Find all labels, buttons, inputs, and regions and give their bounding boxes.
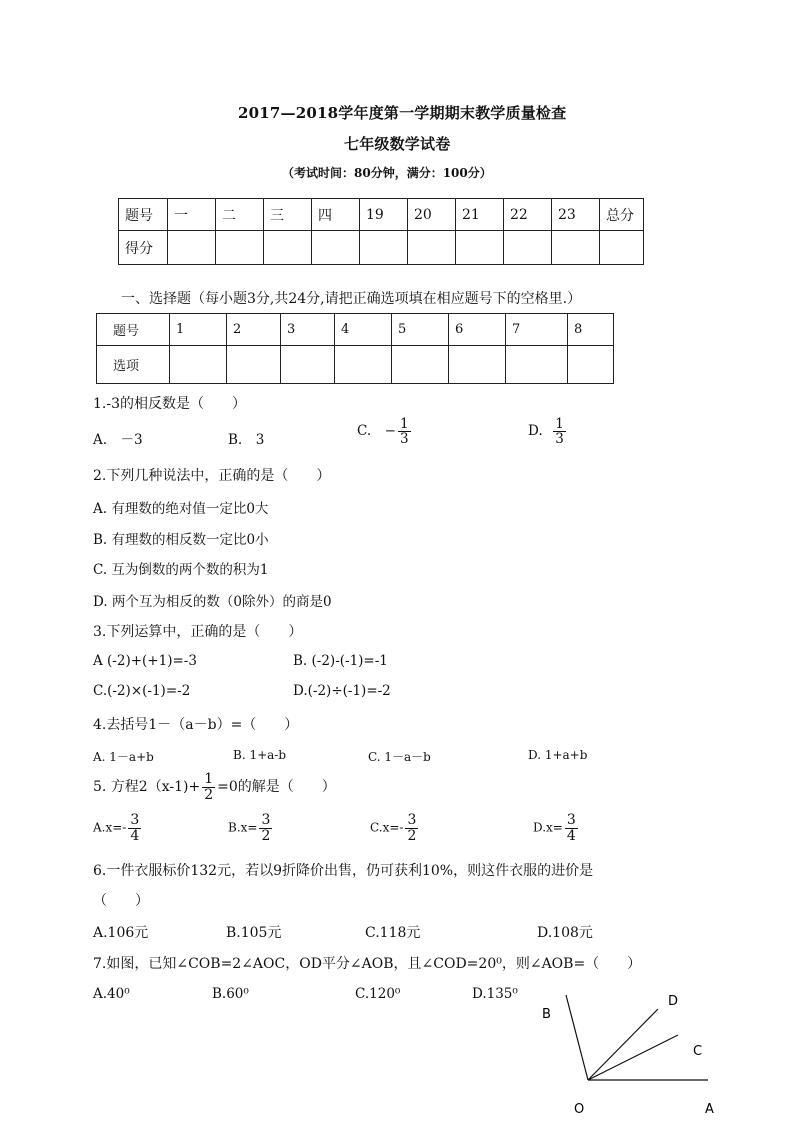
- score-cell[interactable]: [600, 231, 644, 265]
- question-4-option-a: A. 1－a+b: [93, 750, 154, 764]
- answer-table-row-label: 选项: [97, 346, 170, 384]
- numerator: 3: [407, 812, 417, 828]
- score-table-header-cell: 总分: [600, 199, 644, 231]
- question-3-option-a: A (-2)+(+1)=-3: [93, 653, 197, 669]
- score-cell[interactable]: [216, 231, 264, 265]
- stem-text: =0的解是（ ）: [217, 779, 336, 796]
- question-3-option-c: C.(-2)×(-1)=-2: [93, 683, 191, 699]
- score-table-header-cell: 22: [504, 199, 552, 231]
- score-table-header-cell: 19: [360, 199, 408, 231]
- question-7-option-a: A.40⁰: [93, 986, 130, 1002]
- question-5-option-b: [228, 813, 274, 843]
- question-5-stem: [93, 772, 336, 802]
- question-6-stem: 6.一件衣服标价132元，若以9折降价出售，仍可获利10%，则这件衣服的进价是: [93, 863, 594, 879]
- section-heading: 一、选择题（每小题3分,共24分,请把正确选项填在相应题号下的空格里.）: [121, 291, 582, 307]
- question-1-stem: 1.-3的相反数是（ ）: [93, 396, 246, 412]
- question-2-option-b: B. 有理数的相反数一定比0小: [93, 532, 269, 548]
- question-7-option-d: D.135⁰: [472, 986, 518, 1002]
- question-6-option-a: A.106元: [93, 925, 149, 941]
- answer-cell[interactable]: [170, 346, 227, 384]
- option-label: B.x=: [228, 820, 258, 835]
- score-table-header-cell: 21: [456, 199, 504, 231]
- answer-table-header-cell: 3: [281, 314, 335, 346]
- label-b: B: [542, 1007, 551, 1022]
- answer-cell[interactable]: [449, 346, 506, 384]
- score-table: [118, 198, 644, 265]
- fraction: [398, 417, 411, 446]
- question-4-option-c: C. 1－a－b: [368, 750, 431, 764]
- ray-od: [588, 1009, 658, 1080]
- question-2-stem: 2.下列几种说法中，正确的是（ ）: [93, 468, 331, 484]
- answer-cell[interactable]: [335, 346, 392, 384]
- question-1-option-c: [357, 417, 413, 446]
- denominator: 3: [555, 431, 564, 448]
- question-5-option-a: [93, 813, 143, 843]
- question-2-option-d: D. 两个互为相反的数（0除外）的商是0: [93, 594, 332, 610]
- question-1-option-a: A. －3: [93, 432, 143, 448]
- score-table-header-cell: 题号: [119, 199, 168, 231]
- question-5-option-c: [370, 813, 420, 843]
- question-6-option-b: B.105元: [226, 925, 282, 941]
- question-4-option-b: B. 1+a-b: [233, 748, 287, 762]
- question-4-option-d: D. 1+a+b: [528, 748, 588, 762]
- answer-table-header-cell: 题号: [97, 314, 170, 346]
- question-6-option-c: C.118元: [365, 925, 421, 941]
- denominator: 2: [407, 827, 417, 844]
- score-cell[interactable]: [312, 231, 360, 265]
- option-label: D.: [528, 423, 543, 440]
- question-7-option-c: C.120⁰: [355, 986, 401, 1002]
- numerator: 3: [566, 812, 576, 828]
- question-6-option-d: D.108元: [537, 925, 593, 941]
- score-table-row-label: 得分: [119, 231, 168, 265]
- answer-table-header-cell: 6: [449, 314, 506, 346]
- question-3-option-d: D.(-2)÷(-1)=-2: [293, 683, 391, 699]
- score-table-header-cell: 三: [264, 199, 312, 231]
- denominator: 4: [566, 827, 576, 844]
- denominator: 2: [204, 786, 214, 803]
- answer-cell[interactable]: [281, 346, 335, 384]
- question-7-stem: 7.如图，已知∠COB=2∠AOC，OD平分∠AOB，且∠COD=20⁰，则∠AOB=（ ）: [93, 956, 642, 972]
- question-2-option-c: C. 互为倒数的两个数的积为1: [93, 562, 269, 578]
- answer-cell[interactable]: [392, 346, 449, 384]
- option-label: C. −: [357, 423, 396, 440]
- question-3-option-b: B. (-2)-(-1)=-1: [293, 653, 388, 669]
- answer-table-header-cell: 5: [392, 314, 449, 346]
- exam-title: 2017—2018学年度第一学期期末教学质量检查: [238, 104, 567, 122]
- score-table-header-cell: 二: [216, 199, 264, 231]
- question-7-option-b: B.60⁰: [212, 986, 249, 1002]
- option-label: C.x=-: [370, 820, 404, 835]
- answer-cell[interactable]: [227, 346, 281, 384]
- stem-text: 5. 方程2（x-1)+: [93, 779, 201, 796]
- denominator: 4: [130, 827, 140, 844]
- score-table-header-cell: 四: [312, 199, 360, 231]
- answer-table-header-cell: 4: [335, 314, 392, 346]
- fraction: [128, 813, 141, 843]
- score-cell[interactable]: [360, 231, 408, 265]
- score-table-header-cell: 20: [408, 199, 456, 231]
- question-1-option-b: B. 3: [228, 432, 265, 448]
- answer-cell[interactable]: [568, 346, 614, 384]
- fraction: [565, 813, 578, 843]
- numerator: 1: [555, 416, 564, 432]
- question-2-option-a: A. 有理数的绝对值一定比0大: [93, 501, 269, 517]
- numerator: 3: [261, 812, 271, 828]
- ray-ob: [566, 995, 588, 1080]
- label-c: C: [693, 1044, 703, 1059]
- answer-table-header-cell: 1: [170, 314, 227, 346]
- score-table-header-cell: 一: [168, 199, 216, 231]
- question-4-stem: 4.去括号1－（a－b）=（ ）: [93, 717, 299, 733]
- ray-oc: [588, 1035, 678, 1080]
- option-label: D.x=: [533, 820, 563, 835]
- denominator: 3: [399, 431, 409, 448]
- denominator: 2: [261, 827, 271, 844]
- label-a: A: [705, 1102, 714, 1117]
- label-o: O: [574, 1102, 585, 1117]
- option-label: A.x=-: [93, 820, 127, 835]
- numerator: 1: [204, 771, 214, 787]
- fraction: [405, 813, 418, 843]
- question-6-bracket: （ ）: [93, 893, 149, 909]
- score-cell[interactable]: [408, 231, 456, 265]
- score-cell[interactable]: [552, 231, 600, 265]
- numerator: 1: [399, 416, 409, 432]
- answer-table-header-cell: 8: [568, 314, 614, 346]
- numerator: 3: [130, 812, 140, 828]
- score-cell[interactable]: [456, 231, 504, 265]
- score-table-header-cell: 23: [552, 199, 600, 231]
- answer-table-header-cell: 7: [506, 314, 568, 346]
- label-d: D: [668, 994, 679, 1009]
- question-3-stem: 3.下列运算中，正确的是（ ）: [93, 624, 303, 640]
- fraction: [259, 813, 272, 843]
- angle-figure: [530, 983, 750, 1123]
- answer-table: [96, 313, 614, 384]
- score-cell[interactable]: [264, 231, 312, 265]
- question-1-option-d: [528, 417, 568, 446]
- exam-subtitle: 七年级数学试卷: [344, 135, 451, 153]
- fraction: [553, 417, 566, 446]
- score-cell[interactable]: [168, 231, 216, 265]
- score-cell[interactable]: [504, 231, 552, 265]
- exam-info: （考试时间：80分钟，满分：100分）: [282, 166, 492, 180]
- answer-cell[interactable]: [506, 346, 568, 384]
- question-5-option-d: [533, 813, 580, 843]
- answer-table-header-cell: 2: [227, 314, 281, 346]
- fraction: [202, 772, 215, 802]
